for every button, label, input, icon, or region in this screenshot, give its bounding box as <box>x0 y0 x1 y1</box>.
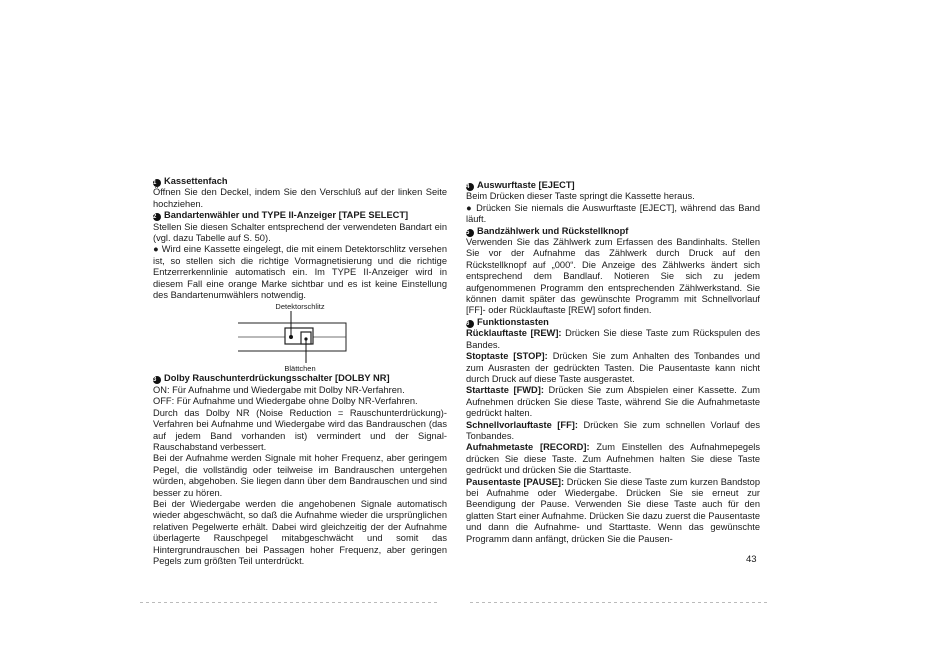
number-badge: 4 <box>466 183 474 191</box>
section-heading <box>466 180 760 191</box>
key-term: Starttaste [FWD]: <box>466 385 544 396</box>
section-heading <box>153 373 447 384</box>
section-heading <box>466 226 760 237</box>
heading-text: Kassettenfach <box>164 176 228 186</box>
paragraph: Beim Drücken dieser Taste springt die Kassette heraus. <box>466 191 695 202</box>
right-column <box>466 180 760 545</box>
left-column <box>153 176 447 567</box>
section-heading <box>466 317 760 328</box>
paragraph: Bei der Wiedergabe werden die angehobenen Signale automatisch wieder abgeschwächt, so daß die Aufnahme wieder die ursprünglichen relativen Pegelwerte erhält. Dabei wird gleichzeitig der der Aufnahme überlagerte Rauschpegel mitabgeschwächt und somit das Hintergrundrauschen bei Passagen hoher Frequenz, aber geringen Pegels zum größten Teil unterdrückt. <box>153 498 447 566</box>
key-description: Drücken Sie zum Abspielen einer Kassette. Zum Aufnehmen drücken Sie diese Taste, während Sie die Aufnahmetaste gedrückt halten. <box>466 385 760 419</box>
bullet-paragraph: ● Wird eine Kassette eingelegt, die mit einem Detektorschlitz versehen ist, so stellen sich die richtige Vormagnetisierung und die richtige Entzerrerkennlinie automatisch ein. Im TYPE II-Anzeiger wird in diesem Fall eine orange Marke sichtbar und es ist keine Einstellung des Bandartenumwählers notwendig. <box>153 244 447 301</box>
scan-artifact-line <box>140 602 440 603</box>
key-term: Rücklauftaste [REW]: <box>466 328 562 339</box>
number-badge: 6 <box>466 320 474 328</box>
key-description: Drücken Sie diese Taste zum Rückspulen des Bandes. <box>466 328 761 350</box>
bullet-paragraph: ● Drücken Sie niemals die Auswurftaste [EJECT], während das Band läuft. <box>466 202 760 225</box>
function-key-item <box>466 328 760 351</box>
key-term: Aufnahmetaste [RECORD]: <box>466 442 590 453</box>
section-heading <box>153 176 447 187</box>
key-description: Zum Einstellen des Aufnahmepegels drücken Sie diese Taste. Zum Aufnehmen halten Sie diese Taste gedrückt und drücken Sie die Starttaste. <box>466 442 760 476</box>
key-description: Drücken Sie zum schnellen Vorlauf des Tonbandes. <box>466 419 760 441</box>
number-badge: 1 <box>153 179 161 187</box>
key-term: Pausentaste [PAUSE]: <box>466 476 565 487</box>
figure-label-detector-slot: Detektorschlitz <box>275 302 325 312</box>
heading-text: Dolby Rauschunterdrückungsschalter [DOLBY NR] <box>164 373 390 384</box>
heading-text: Funktionstasten <box>477 316 549 327</box>
cassette-edge-diagram <box>238 311 358 363</box>
paragraph: Stellen Sie diesen Schalter entsprechend der verwendeten Bandart ein (vgl. dazu Tabelle auf S. 50). <box>153 221 447 244</box>
key-description: Drücken Sie zum Anhalten des Tonbandes und zum Ausrasten der gedrückten Tasten. Die Pausentaste kann nicht durch Druck auf diese Taste ausgerastet. <box>466 351 761 384</box>
number-badge: 3 <box>153 376 161 384</box>
function-key-item <box>466 420 760 443</box>
key-term: Stoptaste [STOP]: <box>466 351 548 362</box>
cassette-detector-figure <box>153 301 447 373</box>
function-key-item <box>466 351 760 385</box>
paragraph: ON: Für Aufnahme und Wiedergabe mit Dolby NR-Verfahren. <box>153 384 405 395</box>
heading-text: Auswurftaste [EJECT] <box>477 180 575 190</box>
number-badge: 5 <box>466 229 474 237</box>
scan-artifact-line <box>470 602 770 603</box>
key-term: Schnellvorlauftaste [FF]: <box>466 419 578 430</box>
page-number: 43 <box>746 554 757 565</box>
section-heading <box>153 210 447 221</box>
function-key-item <box>466 385 760 419</box>
number-badge: 2 <box>153 213 161 221</box>
paragraph: Verwenden Sie das Zählwerk zum Erfassen des Bandinhalts. Stellen Sie vor der Aufnahme das Zählwerk durch Druck auf den Rückstellknopf auf „000“. Die Anzeige des Zählwerks ändert sich entsprechend dem Bandlauf. Notieren Sie sich zu jedem aufgenommenen Programm den entsprechenden Zählwerkstand. Sie können damit später das gewünschte Programm mit Schnellvorlauf [FF]- oder Rücklauftaste [REW] sofort finden. <box>466 237 760 316</box>
heading-text: Bandartenwähler und TYPE II-Anzeiger [TAPE SELECT] <box>164 210 409 221</box>
paragraph: Durch das Dolby NR (Noise Reduction = Rauschunterdrückung)-Verfahren bei Aufnahme und Wiedergabe wird das Bandrauschen (das auf jedem Band vorhanden ist) vermindert und der Signal-Rauschabstand verbessert. <box>153 407 447 452</box>
figure-label-tab: Blättchen <box>284 364 316 374</box>
function-key-item <box>466 442 760 476</box>
key-description: Drücken Sie diese Taste zum kurzen Bandstop bei Aufnahme oder Wiedergabe. Drücken Sie sie erneut zur Beendigung der Pause. Verwenden Sie diese Taste auch für den glatten Start einer Aufnahme. Drücken Sie dazu zuerst die Pausentaste und dann die Aufnahme- und Starttaste. Wenn das gewünschte Programm dann anfängt, drücken Sie die Pausen- <box>466 476 760 544</box>
heading-text: Bandzählwerk und Rückstellknopf <box>477 225 629 236</box>
paragraph: Bei der Aufnahme werden Signale mit hoher Frequenz, aber geringem Pegel, die vollständig oder teilweise im Bandrauschen untergehen würden, abgehoben. Sie liegen dann über dem Bandrauschen und sind besser zu hören. <box>153 453 447 498</box>
paragraph: OFF: Für Aufnahme und Wiedergabe ohne Dolby NR-Verfahren. <box>153 396 418 407</box>
paragraph: Öffnen Sie den Deckel, indem Sie den Verschluß auf der linken Seite hochziehen. <box>153 187 447 209</box>
function-key-item <box>466 477 760 545</box>
